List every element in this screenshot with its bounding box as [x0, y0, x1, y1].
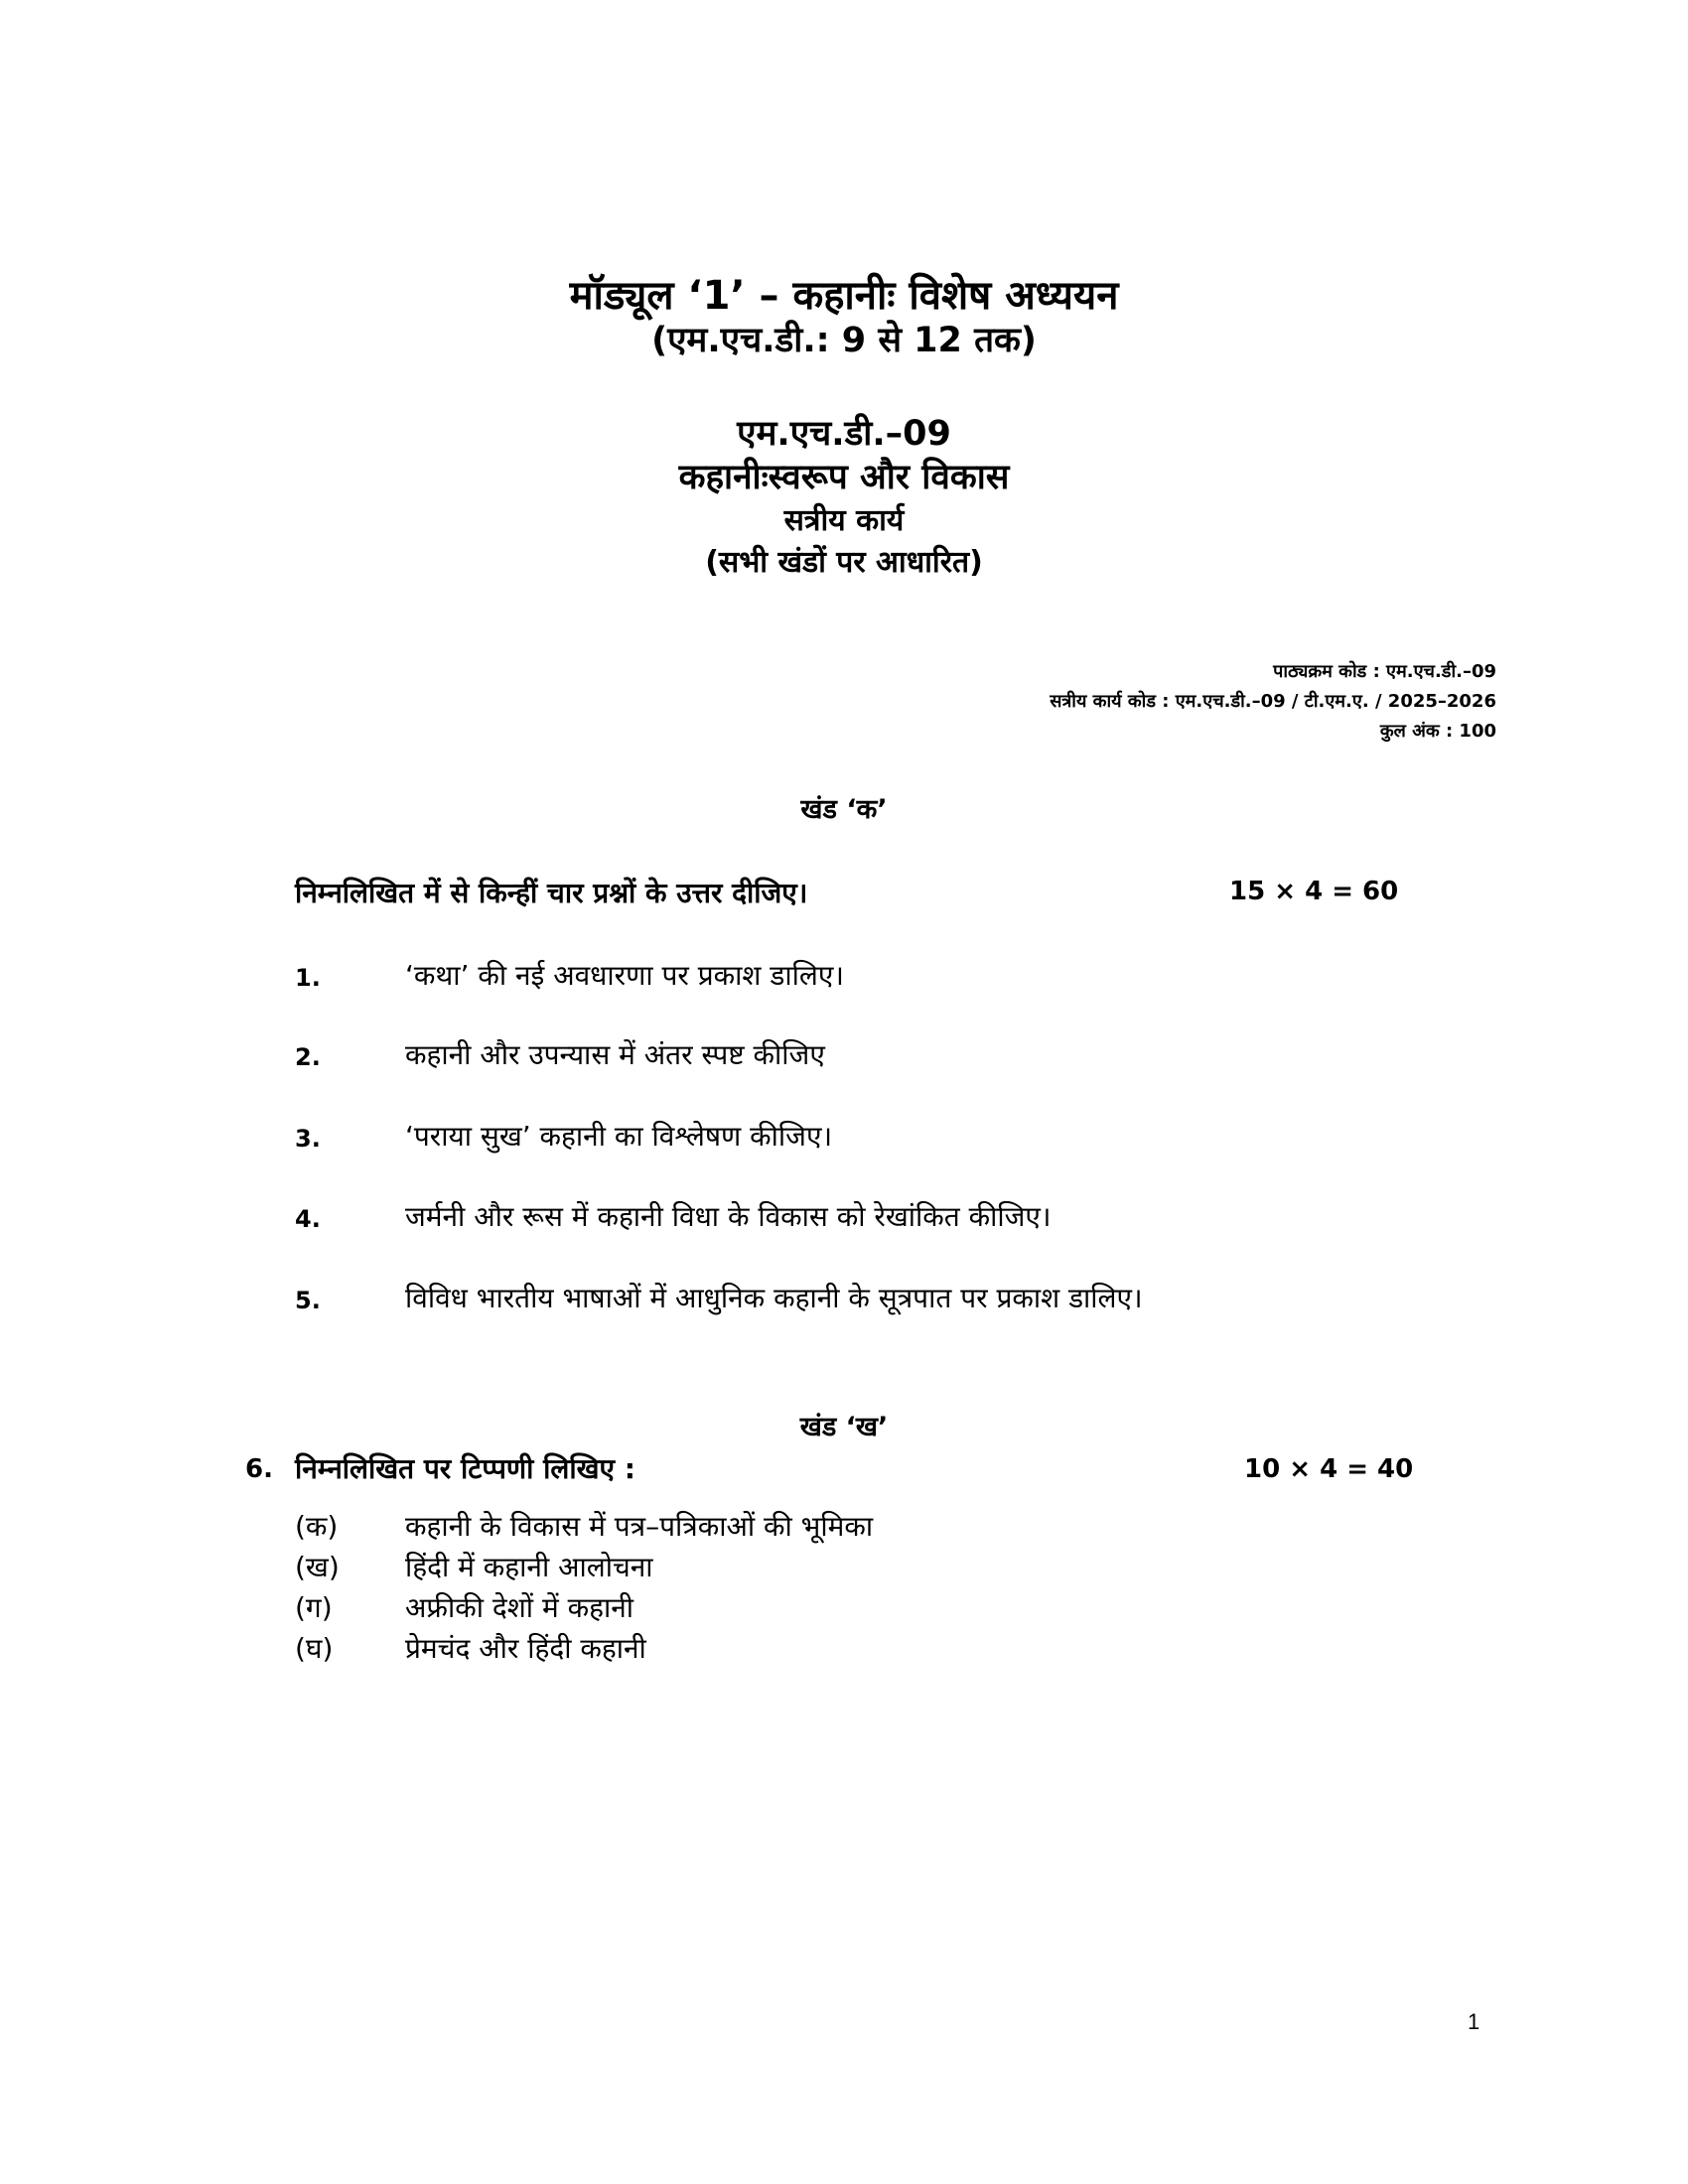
sub-item-row [0, 1548, 1688, 1587]
sub-item-row [0, 1507, 1688, 1547]
question-row [0, 1197, 1688, 1247]
section-a-instruction: निम्नलिखित में से किन्हीं चार प्रश्नों के उत्तर दीजिए। [295, 877, 808, 909]
question-number: 4. [295, 1205, 321, 1233]
question-text: विविध भारतीय भाषाओं में आधुनिक कहानी के सूत्रपात पर प्रकाश डालिए। [405, 1282, 1143, 1314]
module-range: (एम.एच.डी.: 9 से 12 तक) [651, 321, 1037, 360]
question-6-number: 6. [245, 1454, 273, 1484]
meta-block [1050, 657, 1496, 747]
course-code-line: पाठ्यक्रम कोड : एम.एच.डी.–09 [1273, 661, 1496, 682]
sub-item-label: (ख) [295, 1551, 340, 1583]
section-b-instruction: निम्नलिखित पर टिप्पणी लिखिए : [295, 1452, 635, 1485]
section-b-heading: खंड ‘ख’ [799, 1412, 889, 1442]
question-text: कहानी और उपन्यास में अंतर स्पष्ट कीजिए [405, 1038, 825, 1071]
sub-item-row [0, 1629, 1688, 1669]
sub-item-text: कहानी के विकास में पत्र–पत्रिकाओं की भूमिका [405, 1510, 874, 1543]
assignment-code-line: सत्रीय कार्य कोड : एम.एच.डी.–09 / टी.एम.ए. / 2025–2026 [1050, 691, 1496, 712]
sub-item-text: प्रेमचंद और हिंदी कहानी [405, 1632, 646, 1665]
question-text: जर्मनी और रूस में कहानी विधा के विकास को रेखांकित कीजिए। [405, 1200, 1052, 1233]
question-number: 1. [295, 964, 321, 992]
sub-item-text: अफ्रीकी देशों में कहानी [405, 1591, 634, 1624]
module-title: मॉड्यूल ‘1’ – कहानीः विशेष अध्ययन [569, 273, 1119, 319]
sub-item-row [0, 1588, 1688, 1628]
page-number: 1 [1468, 2009, 1480, 2034]
sub-item-label: (घ) [295, 1632, 334, 1665]
question-text: ‘कथा’ की नई अवधारणा पर प्रकाश डालिए। [405, 959, 844, 992]
section-a-marks: 15 × 4 = 60 [1229, 877, 1399, 906]
sub-item-label: (ग) [295, 1591, 333, 1624]
course-code-heading: एम.एच.डी.–09 [737, 414, 951, 454]
question-number: 2. [295, 1043, 321, 1071]
question-number: 5. [295, 1287, 321, 1314]
sub-item-text: हिंदी में कहानी आलोचना [405, 1551, 653, 1583]
sub-item-label: (क) [295, 1510, 339, 1543]
assignment-basis: (सभी खंडों पर आधारित) [705, 545, 983, 580]
question-number: 3. [295, 1125, 321, 1153]
section-b-marks: 10 × 4 = 40 [1244, 1454, 1414, 1484]
course-title: कहानीःस्वरूप और विकास [678, 458, 1010, 497]
total-marks-line: कुल अंक : 100 [1379, 721, 1496, 742]
assignment-label: सत्रीय कार्य [783, 503, 905, 538]
question-row [0, 1279, 1688, 1328]
question-row [0, 956, 1688, 1006]
question-text: ‘पराया सुख’ कहानी का विश्लेषण कीजिए। [405, 1120, 833, 1153]
question-row [0, 1035, 1688, 1085]
section-a-heading: खंड ‘क’ [800, 794, 888, 825]
question-row [0, 1117, 1688, 1166]
